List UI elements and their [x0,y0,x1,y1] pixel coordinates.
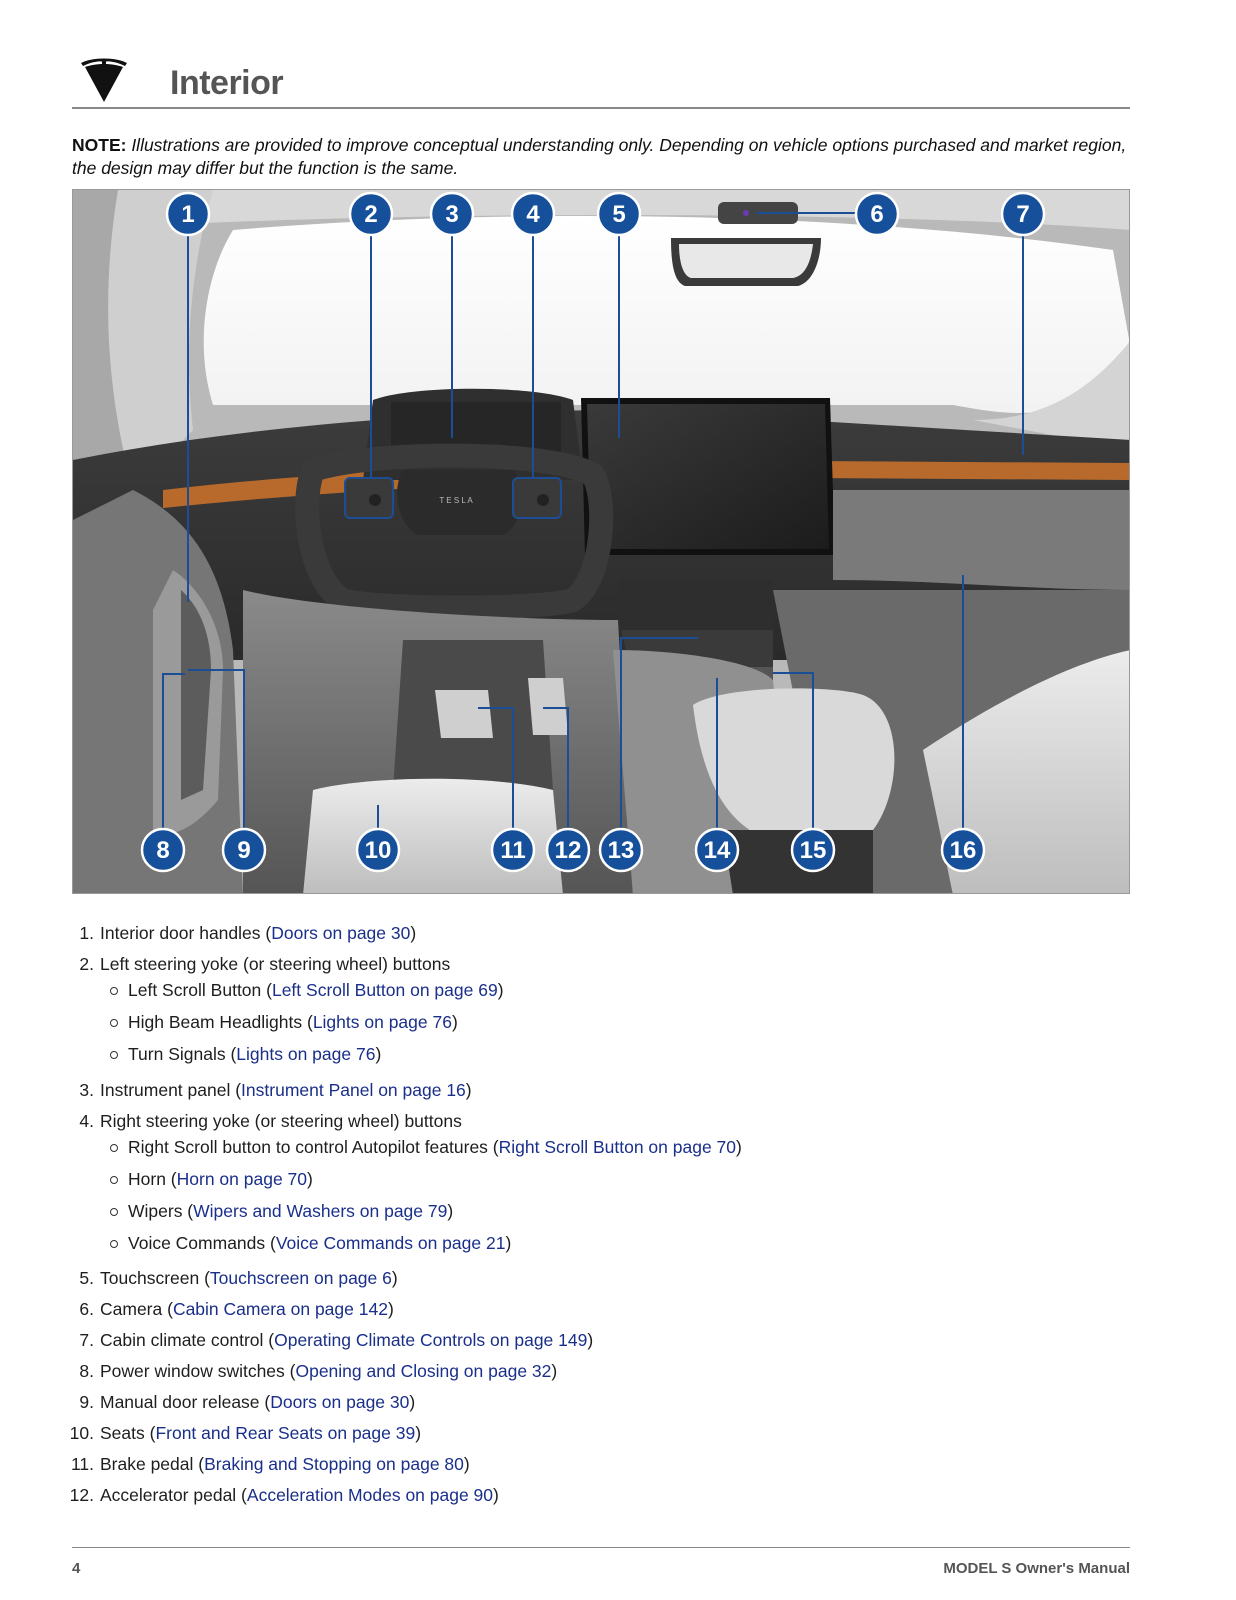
list-item: 10. Seats (Front and Rear Seats on page 39) [60,1422,1130,1453]
page-reference-link[interactable]: Right Scroll Button on page 70 [498,1137,737,1157]
item-text: Interior door handles ( [100,923,272,943]
callout-2: 2 [364,201,378,228]
item-text: Camera ( [100,1299,173,1319]
sub-list [100,1136,1130,1264]
yoke-emblem: T E S L A [439,496,473,505]
page-reference-link[interactable]: Wipers and Washers on page 79 [193,1201,448,1221]
page-number: 4 [72,1560,81,1577]
callout-16: 16 [949,837,977,864]
callout-13: 13 [607,837,635,864]
item-text: Touchscreen ( [100,1268,210,1288]
item-text: Power window switches ( [100,1361,296,1381]
manual-title: MODEL S Owner's Manual [943,1560,1130,1577]
item-number: 7. [79,1330,94,1350]
item-text: Accelerator pedal ( [100,1485,247,1505]
footer-divider [72,1547,1130,1548]
item-text: Right steering yoke (or steering wheel) buttons [100,1111,462,1131]
callout-15: 15 [799,837,827,864]
callout-9: 9 [237,837,251,864]
title-divider [72,107,1130,109]
item-number: 3. [79,1080,94,1100]
sub-item: Right Scroll button to control Autopilot features (Right Scroll Button on page 70) [100,1136,1130,1168]
callout-1: 1 [181,201,195,228]
sub-item: Turn Signals (Lights on page 76) [100,1043,1130,1075]
list-item [60,1110,1130,1267]
page-reference-link[interactable]: Left Scroll Button on page 69 [271,980,498,1000]
list-item: 9. Manual door release (Doors on page 30) [60,1391,1130,1422]
page-reference-link[interactable]: Doors on page 30 [271,923,411,943]
sub-item: Voice Commands (Voice Commands on page 21) [100,1232,1130,1264]
page-reference-link[interactable]: Acceleration Modes on page 90 [246,1485,494,1505]
list-item: 12. Accelerator pedal (Acceleration Modes on page 90) [60,1484,1130,1515]
item-text: Seats ( [100,1423,156,1443]
sub-item: Left Scroll Button (Left Scroll Button on page 69) [100,979,1130,1011]
callout-6: 6 [870,201,884,228]
page-reference-link[interactable]: Braking and Stopping on page 80 [204,1454,464,1474]
callout-5: 5 [612,201,626,228]
component-list [60,922,1130,1515]
page-reference-link[interactable]: Front and Rear Seats on page 39 [155,1423,416,1443]
item-text: Manual door release ( [100,1392,271,1412]
bullet-icon [110,1051,118,1059]
item-number: 4. [79,1111,94,1131]
callout-3: 3 [445,201,459,228]
page-reference-link[interactable]: Lights on page 76 [312,1012,452,1032]
item-number: 12. [69,1485,94,1505]
callout-14: 14 [703,837,731,864]
callout-12: 12 [554,837,582,864]
sub-item: Wipers (Wipers and Washers on page 79) [100,1200,1130,1232]
item-text: Left steering yoke (or steering wheel) buttons [100,954,451,974]
page-reference-link[interactable]: Voice Commands on page 21 [275,1233,506,1253]
page-reference-link[interactable]: Opening and Closing on page 32 [295,1361,552,1381]
note-text: Illustrations are provided to improve conceptual understanding only. Depending on vehicle options purchased and market region, the design may differ but the function is the same. [72,135,1127,178]
interior-illustration [72,189,1130,894]
bullet-icon [110,987,118,995]
sub-item: Horn (Horn on page 70) [100,1168,1130,1200]
page-reference-link[interactable]: Horn on page 70 [176,1169,308,1189]
page-title: Interior [170,64,284,102]
list-item: 5. Touchscreen (Touchscreen on page 6) [60,1267,1130,1298]
item-number: 6. [79,1299,94,1319]
list-item: 7. Cabin climate control (Operating Climate Controls on page 149) [60,1329,1130,1360]
bullet-icon [110,1208,118,1216]
item-number: 2. [79,954,94,974]
callout-7: 7 [1016,201,1030,228]
callout-10: 10 [364,837,392,864]
item-number: 8. [79,1361,94,1381]
item-number: 5. [79,1268,94,1288]
callout-4: 4 [526,201,540,228]
item-number: 10. [69,1423,94,1443]
item-number: 1. [79,923,94,943]
sub-list [100,979,1130,1075]
bullet-icon [110,1240,118,1248]
list-item: 11. Brake pedal (Braking and Stopping on page 80) [60,1453,1130,1484]
page-reference-link[interactable]: Lights on page 76 [236,1044,376,1064]
note-label: NOTE: [72,135,127,155]
tesla-logo-icon [78,54,130,104]
note-paragraph [72,134,1132,180]
page-reference-link[interactable]: Operating Climate Controls on page 149 [274,1330,588,1350]
callout-8: 8 [156,837,170,864]
item-text: Brake pedal ( [100,1454,205,1474]
page-reference-link[interactable]: Touchscreen on page 6 [209,1268,392,1288]
list-item: 3. Instrument panel (Instrument Panel on page 16) [60,1079,1130,1110]
sub-item: High Beam Headlights (Lights on page 76) [100,1011,1130,1043]
list-item [60,953,1130,1079]
page-reference-link[interactable]: Instrument Panel on page 16 [241,1080,466,1100]
item-text: Instrument panel ( [100,1080,242,1100]
list-item: 8. Power window switches (Opening and Closing on page 32) [60,1360,1130,1391]
list-item: 6. Camera (Cabin Camera on page 142) [60,1298,1130,1329]
item-text: Cabin climate control ( [100,1330,275,1350]
item-number: 11. [70,1454,94,1474]
bullet-icon [110,1144,118,1152]
page-reference-link[interactable]: Cabin Camera on page 142 [172,1299,388,1319]
page-reference-link[interactable]: Doors on page 30 [270,1392,410,1412]
list-item: 1. Interior door handles (Doors on page 30) [60,922,1130,953]
bullet-icon [110,1019,118,1027]
bullet-icon [110,1176,118,1184]
callout-11: 11 [500,837,526,864]
item-number: 9. [79,1392,94,1412]
